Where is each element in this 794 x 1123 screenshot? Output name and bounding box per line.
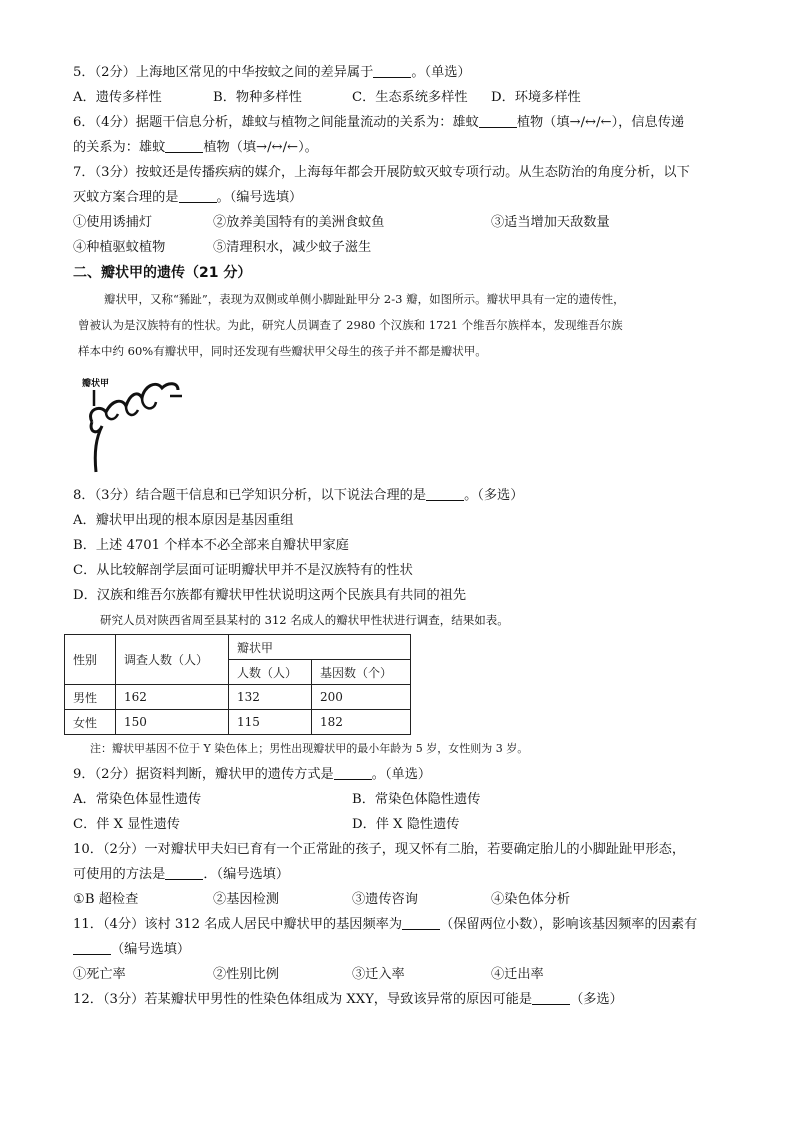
q5-option-c: C．生态系统多样性 [352, 90, 468, 105]
header-sex: 性别 [65, 635, 116, 685]
q8-option-b: B．上述 4701 个样本不必全部来自瓣状甲家庭 [73, 538, 349, 553]
question-10: 10．（2分）一对瓣状甲夫妇已育有一个正常趾的孩子，现又怀有二胎，若要确定胎儿的小脚趾趾甲形态， [73, 842, 686, 857]
q11-option-3: ③迁入率 [352, 967, 405, 982]
q5-option-d: D．环境多样性 [491, 90, 581, 105]
cell-genes: 200 [312, 685, 411, 710]
answer-blank[interactable] [402, 916, 440, 930]
answer-blank[interactable] [373, 64, 411, 78]
q8-option-c: C．从比较解剖学层面可证明瓣状甲并不是汉族特有的性状 [73, 563, 413, 578]
answer-blank[interactable] [532, 991, 570, 1005]
question-10-line-2: 可使用的方法是 ．（编号选填） [73, 867, 290, 882]
cell-people: 115 [229, 710, 312, 735]
table-row [65, 685, 411, 710]
q9-option-b: B．常染色体隐性遗传 [352, 792, 481, 807]
q9-option-c: C．伴 X 显性遗传 [73, 817, 180, 832]
q11-option-2: ②性别比例 [213, 967, 279, 982]
answer-blank[interactable] [73, 941, 111, 955]
q8-option-a: A．瓣状甲出现的根本原因是基因重组 [73, 513, 294, 528]
table-note: 注：瓣状甲基因不位于 Y 染色体上；男性出现瓣状甲的最小年龄为 5 岁，女性则为 3 岁。 [90, 742, 529, 755]
q7-option-4: ④种植驱蚊植物 [73, 240, 166, 255]
split-toenail-sketch [78, 360, 188, 478]
q5-option-a: A．遗传多样性 [73, 90, 162, 105]
q10-option-4: ④染色体分析 [491, 892, 571, 907]
q7-option-5: ⑤清理积水，减少蚊子滋生 [213, 240, 372, 255]
answer-blank[interactable] [334, 766, 372, 780]
answer-blank[interactable] [179, 189, 217, 203]
header-split-nail: 瓣状甲 [229, 635, 411, 660]
q7-option-1: ①使用诱捕灯 [73, 215, 153, 230]
cell-sex: 男性 [65, 685, 116, 710]
question-6: 6．（4分）据题干信息分析，雄蚊与植物之间能量流动的关系为：雄蚊 植物（填→/↔/←），信息传递 [73, 115, 685, 130]
question-5-stem: 5．（2分）上海地区常见的中华按蚊之间的差异属于 [73, 65, 374, 80]
q7-option-2: ②放养美国特有的美洲食蚊鱼 [213, 215, 385, 230]
question-5: 5．（2分）上海地区常见的中华按蚊之间的差异属于 。（单选） [73, 65, 471, 80]
cell-people: 132 [229, 685, 312, 710]
question-9: 9．（2分）据资料判断，瓣状甲的遗传方式是 。（单选） [73, 767, 432, 782]
q10-option-3: ③遗传咨询 [352, 892, 418, 907]
split-toenail-figure [78, 360, 188, 478]
cell-count: 162 [116, 685, 229, 710]
q7-option-3: ③适当增加天敌数量 [491, 215, 610, 230]
header-genes: 基因数（个） [312, 660, 411, 685]
question-11: 11．（4分）该村 312 名成人居民中瓣状甲的基因频率为 （保留两位小数），影响该基因频率的因素有 [73, 917, 698, 932]
toe-edge [91, 422, 102, 472]
q9-option-d: D．伴 X 隐性遗传 [352, 817, 460, 832]
q8-option-d: D．汉族和维吾尔族都有瓣状甲性状说明这两个民族具有共同的祖先 [73, 588, 467, 603]
answer-blank[interactable] [479, 114, 517, 128]
question-7-line-2: 灭蚊方案合理的是 。（编号选填） [73, 190, 303, 205]
q10-option-1: ①B 超检查 [73, 892, 139, 907]
header-count: 调查人数（人） [116, 635, 229, 685]
toe-outline [91, 384, 178, 422]
q10-option-2: ②基因检测 [213, 892, 279, 907]
question-11-line-2: （编号选填） [73, 941, 190, 959]
question-6-line-2: 的关系为：雄蚊 植物（填→/↔/←）。 [73, 140, 318, 155]
q11-option-4: ④迁出率 [491, 967, 544, 982]
header-people: 人数（人） [229, 660, 312, 685]
figure-label: 瓣状甲 [82, 379, 110, 389]
table-row [65, 710, 411, 735]
question-7: 7．（3分）按蚊还是传播疾病的媒介，上海每年都会开展防蚊灭蚊专项行动。从生态防治的角度分析，以下 [73, 165, 690, 180]
answer-blank[interactable] [426, 487, 464, 501]
answer-blank[interactable] [165, 866, 203, 880]
answer-blank[interactable] [165, 139, 203, 153]
section-title: 二、瓣状甲的遗传（21 分） [73, 265, 252, 281]
question-12: 12．（3分）若某瓣状甲男性的性染色体组成为 XXY，导致该异常的原因可能是 （多选） [73, 992, 623, 1007]
cell-genes: 182 [312, 710, 411, 735]
cell-count: 150 [116, 710, 229, 735]
cell-sex: 女性 [65, 710, 116, 735]
survey-intro: 研究人员对陕西省周至县某村的 312 名成人的瓣状甲性状进行调查，结果如表。 [100, 613, 509, 627]
q11-option-1: ①死亡率 [73, 967, 126, 982]
q9-option-a: A．常染色体显性遗传 [73, 792, 202, 807]
material-paragraph: 瓣状甲，又称“豨趾”，表现为双侧或单侧小脚趾趾甲分 2-3 瓣，如图所示。瓣状甲具有一定的遗传性， 曾被认为是汉族特有的性状。为此，研究人员调查了 2980 个汉族和 1721 个维吾尔族样本，发现维吾尔族 样本中约 60%有瓣状甲，同时还发现有些瓣状甲父母生的孩子并不都是瓣状甲。 [78, 292, 625, 358]
toenail-segments [106, 398, 156, 419]
q5-option-b: B．物种多样性 [213, 90, 302, 105]
survey-table [64, 634, 411, 735]
question-8: 8．（3分）结合题干信息和已学知识分析，以下说法合理的是 。（多选） [73, 488, 524, 503]
